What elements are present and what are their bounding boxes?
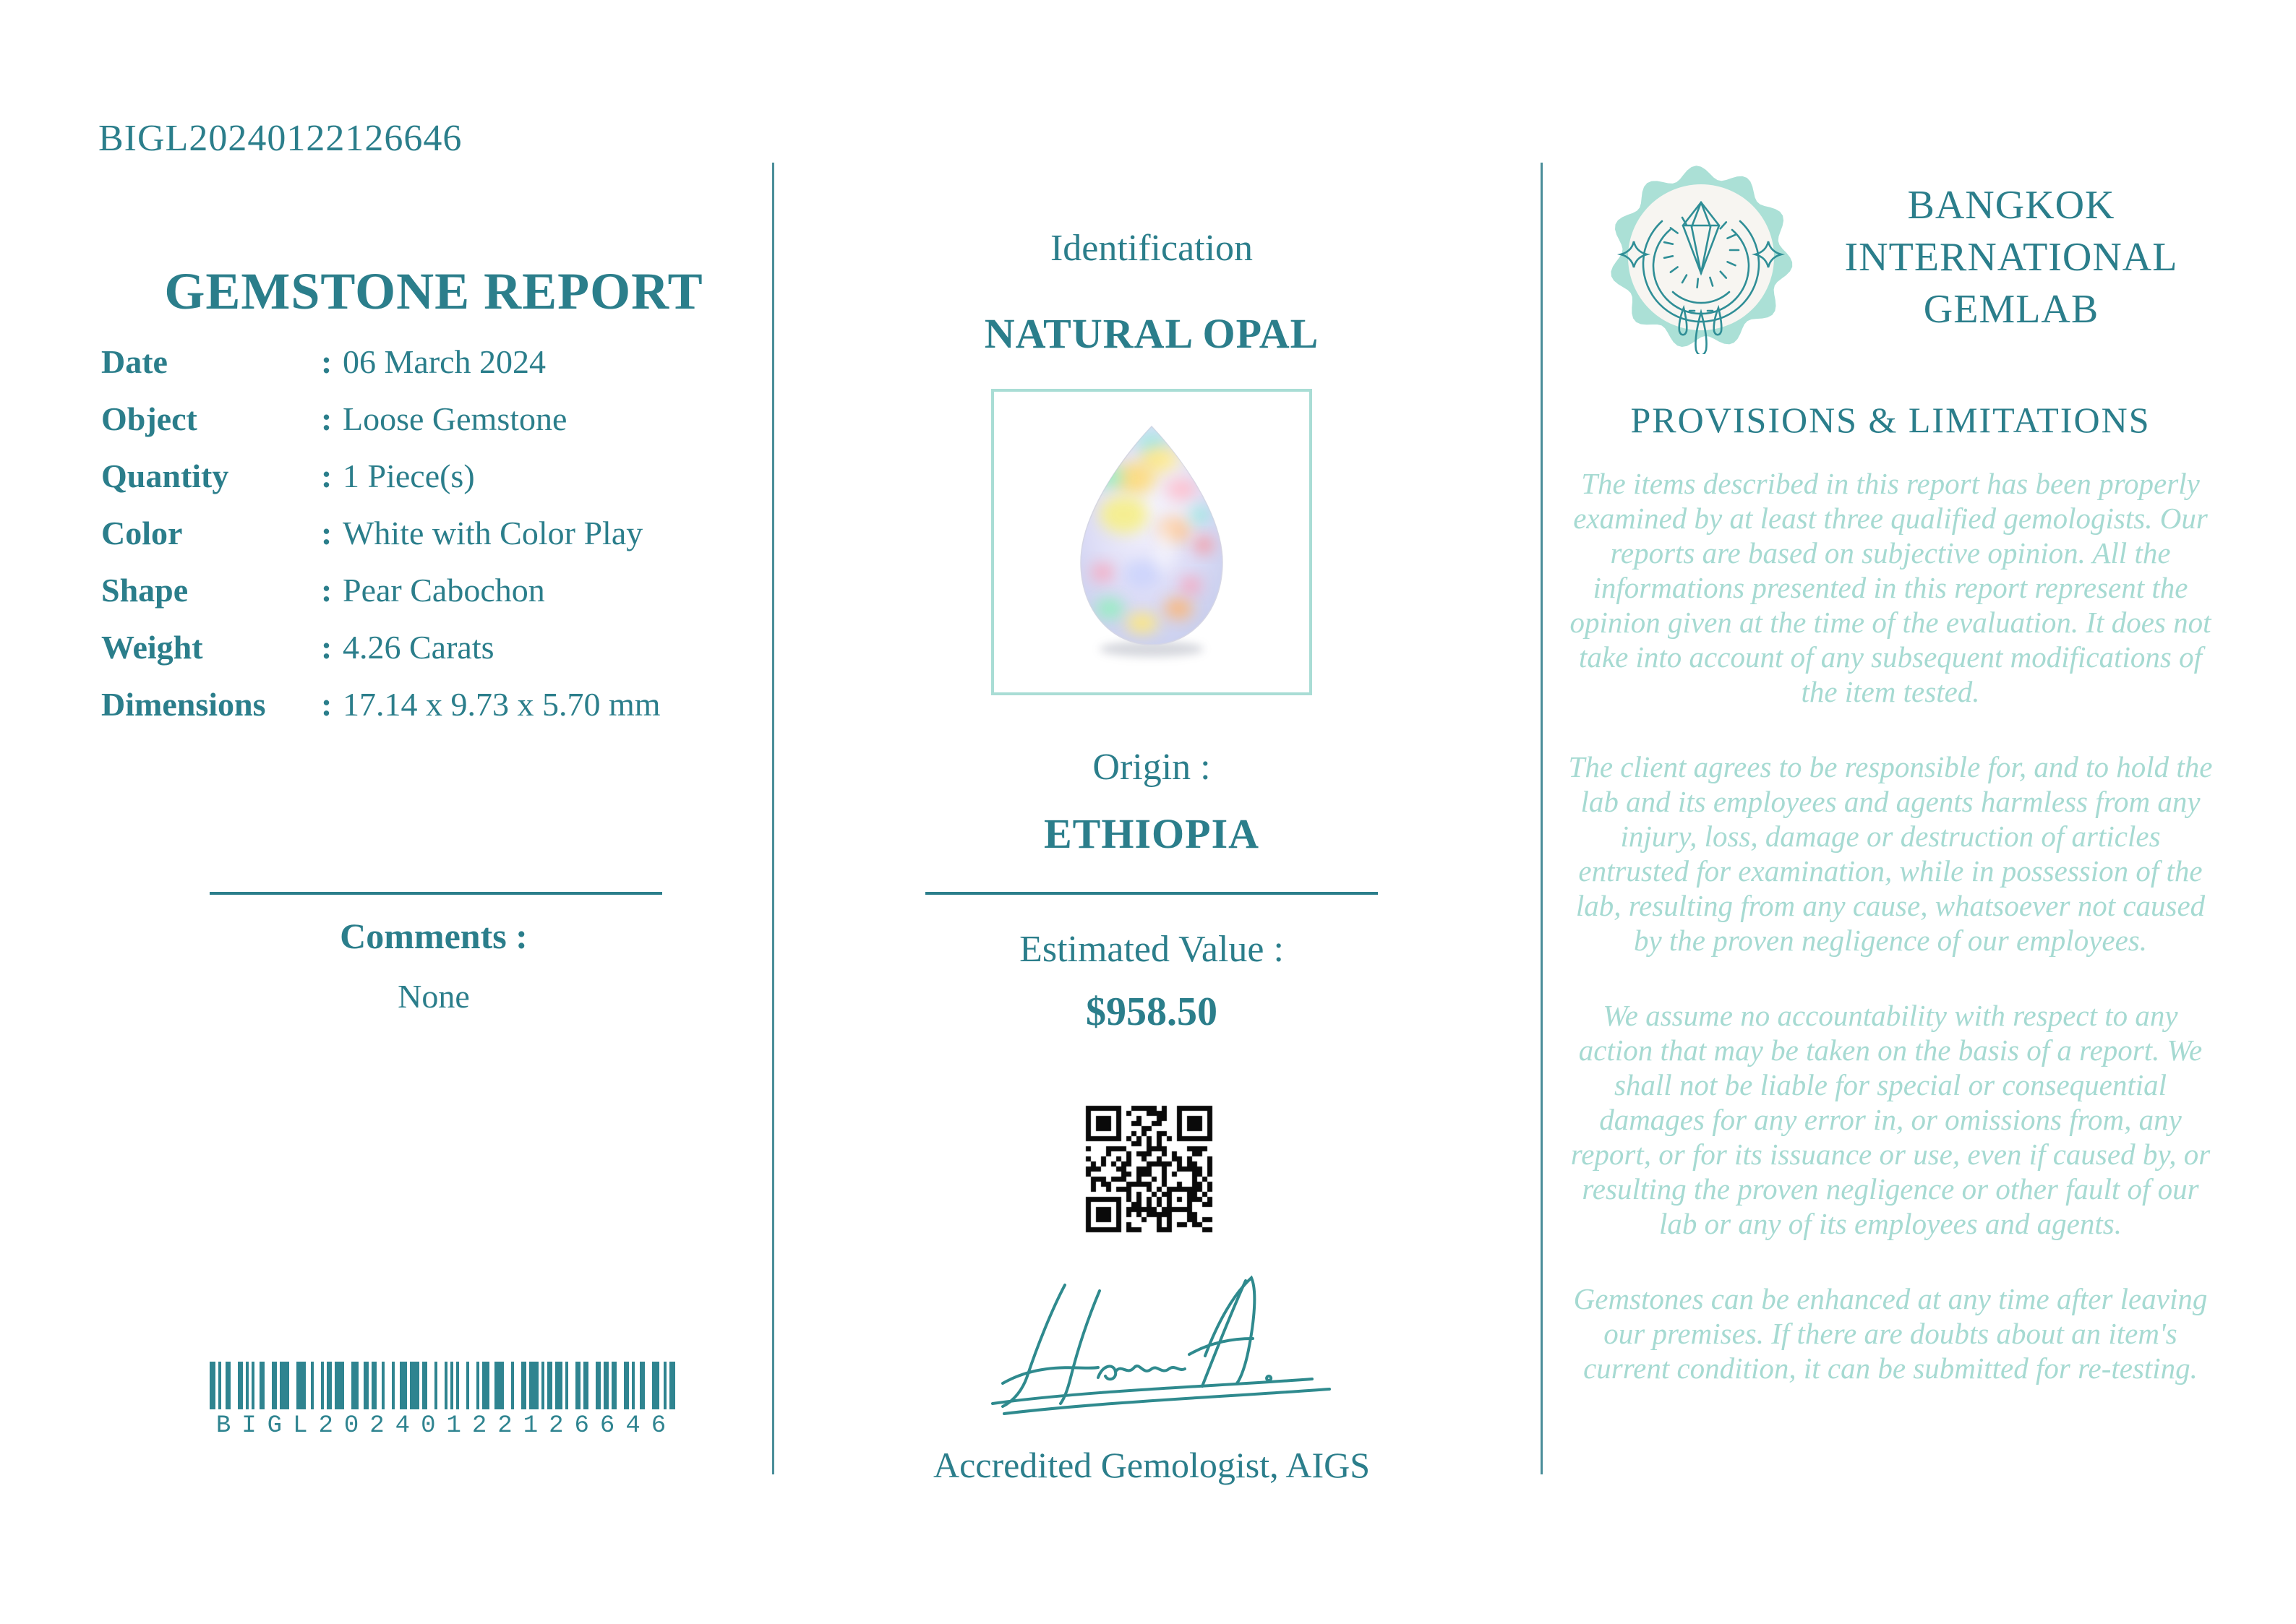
detail-label: Date (101, 343, 168, 380)
detail-separator: : (321, 629, 333, 666)
gemologist-signature (942, 1269, 1361, 1425)
detail-separator: : (321, 686, 333, 723)
detail-row (101, 685, 766, 742)
detail-separator: : (321, 400, 333, 437)
report-details-column (101, 0, 766, 1624)
estimated-value-amount: $958.50 (1086, 989, 1217, 1034)
detail-label: Color (101, 515, 183, 551)
detail-value: Loose Gemstone (343, 400, 567, 437)
provisions-paragraph: The items described in this report has been properly examined by at least three qualified gemologists. Our reports are based on subjective opinion. All the informations presented in this report represent the opinion given at the time of the evaluation. It does not take into account of any subsequent modifications of the item tested. (1569, 467, 2211, 708)
detail-label: Object (101, 400, 197, 437)
lab-name-line: INTERNATIONAL (1844, 235, 2178, 280)
detail-separator: : (321, 515, 333, 551)
detail-value: Pear Cabochon (343, 572, 545, 609)
detail-separator: : (321, 572, 333, 609)
certificate-number: BIGL20240122126646 (98, 118, 463, 159)
comments-divider (210, 892, 662, 895)
provisions-paragraphs (1565, 466, 2216, 1426)
detail-value: 1 Piece(s) (343, 457, 475, 494)
detail-row (101, 400, 766, 457)
accreditation-line: Accredited Gemologist, AIGS (933, 1445, 1371, 1485)
page-title: GEMSTONE REPORT (164, 262, 703, 321)
gemlab-badge-icon (1606, 160, 1796, 354)
provisions-paragraph: The client agrees to be responsible for, and to hold the lab and its employees and agents harmless from any injury, loss, damage or destruction of articles entrusted for examination, while in possession of the lab, resulting from any cause, whatsoever not caused by the proven negligence of our employees. (1568, 750, 2213, 957)
detail-value: 17.14 x 9.73 x 5.70 mm (343, 686, 661, 723)
qr-code-icon (1083, 1103, 1220, 1240)
barcode-text: BIGL20240122126646 (215, 1412, 677, 1440)
barcode-bars-icon (210, 1362, 683, 1409)
detail-value: White with Color Play (343, 515, 643, 551)
detail-value: 06 March 2024 (343, 343, 547, 380)
estimated-value-label: Estimated Value : (1019, 929, 1284, 970)
origin-value: ETHIOPIA (1043, 810, 1260, 857)
lab-name (1796, 179, 2227, 335)
signature-icon (942, 1269, 1361, 1425)
detail-row (101, 571, 766, 628)
detail-separator: : (321, 457, 333, 494)
comments-value: None (398, 978, 470, 1015)
qr-code (1083, 1103, 1220, 1240)
identification-section-title: Identification (1050, 228, 1254, 269)
detail-row (101, 457, 766, 514)
provisions-title: PROVISIONS & LIMITATIONS (1630, 400, 2151, 440)
identification-result: NATURAL OPAL (984, 310, 1319, 357)
column-divider-left (772, 163, 774, 1474)
provisions-paragraph: Gemstones can be enhanced at any time after leaving our premises. If there are doubts about an item's current condition, it can be submitted for re-testing. (1573, 1282, 2208, 1385)
gem-photo (994, 392, 1309, 692)
comments-label: Comments : (340, 916, 528, 956)
gem-photo-frame (991, 389, 1312, 695)
detail-row (101, 628, 766, 685)
detail-row (101, 514, 766, 571)
detail-label: Quantity (101, 457, 229, 494)
detail-label: Shape (101, 572, 189, 609)
identification-column (815, 0, 1488, 1624)
provisions-paragraph: We assume no accountability with respect to any action that may be taken on the basis of a report. We shall not be liable for special or consequential damages for any error in, or omissions from, any report, or for its issuance or use, even if caused by, or resulting the proven negligence or other fault of our lab or any of its employees and agents. (1570, 999, 2211, 1240)
detail-label: Dimensions (101, 686, 266, 723)
detail-row (101, 343, 766, 400)
detail-separator: : (321, 343, 333, 380)
barcode (210, 1362, 683, 1440)
column-divider-right (1541, 163, 1543, 1474)
details-table (101, 343, 766, 742)
value-divider (925, 892, 1378, 895)
detail-label: Weight (101, 629, 203, 666)
lab-header (1554, 160, 2227, 354)
lab-name-line: GEMLAB (1923, 287, 2099, 332)
origin-label: Origin : (1092, 747, 1211, 788)
lab-provisions-column (1554, 0, 2227, 1624)
lab-name-line: BANGKOK (1907, 183, 2115, 228)
detail-value: 4.26 Carats (343, 629, 494, 666)
